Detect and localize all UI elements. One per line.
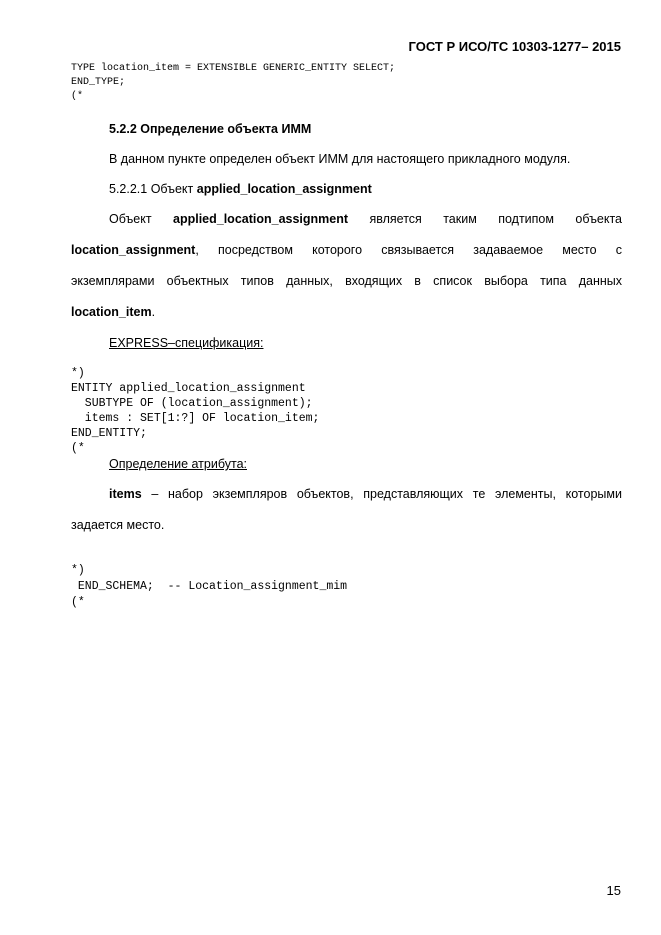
paragraph-line: экземплярами объектных типов данных, входящих в список выбора типа данных [71,274,622,288]
document-header: ГОСТ Р ИСО/ТС 10303-1277– 2015 [408,39,621,54]
subsection-heading-entity: applied_location_assignment [196,182,372,196]
code-line: END_SCHEMA; -- Location_assignment_mim [71,580,348,593]
express-spec-label: EXPRESS–спецификация: [109,336,264,350]
paragraph-line: Объект applied_location_assignment является таким подтипом объекта [109,212,622,226]
code-line: END_ENTITY; [71,427,147,440]
subsection-heading-prefix: 5.2.2.1 Объект [109,182,197,196]
attribute-line: задается место. [71,518,165,532]
attribute-line: items – набор экземпляров объектов, представляющих те элементы, которыми [109,487,622,501]
section-intro: В данном пункте определен объект ИММ для настоящего прикладного модуля. [109,152,571,166]
paragraph-line: location_assignment, посредством которого связывается задаваемое место с [71,243,622,257]
code-line: (* [71,442,85,455]
section-heading: 5.2.2 Определение объекта ИММ [109,122,312,136]
code-line: (* [71,91,84,102]
page-number: 15 [606,883,621,898]
code-line: *) [71,367,85,380]
code-line: ENTITY applied_location_assignment [71,382,306,395]
code-line: SUBTYPE OF (location_assignment); [71,397,313,410]
code-line: *) [71,564,85,577]
subsection-heading [109,182,372,196]
code-line: (* [71,596,85,609]
code-line: items : SET[1:?] OF location_item; [71,412,320,425]
attribute-definition-label: Определение атрибута: [109,457,247,471]
code-line: END_TYPE; [71,77,126,88]
paragraph-line: location_item. [71,305,156,319]
code-line: TYPE location_item = EXTENSIBLE GENERIC_ENTITY SELECT; [71,63,396,74]
